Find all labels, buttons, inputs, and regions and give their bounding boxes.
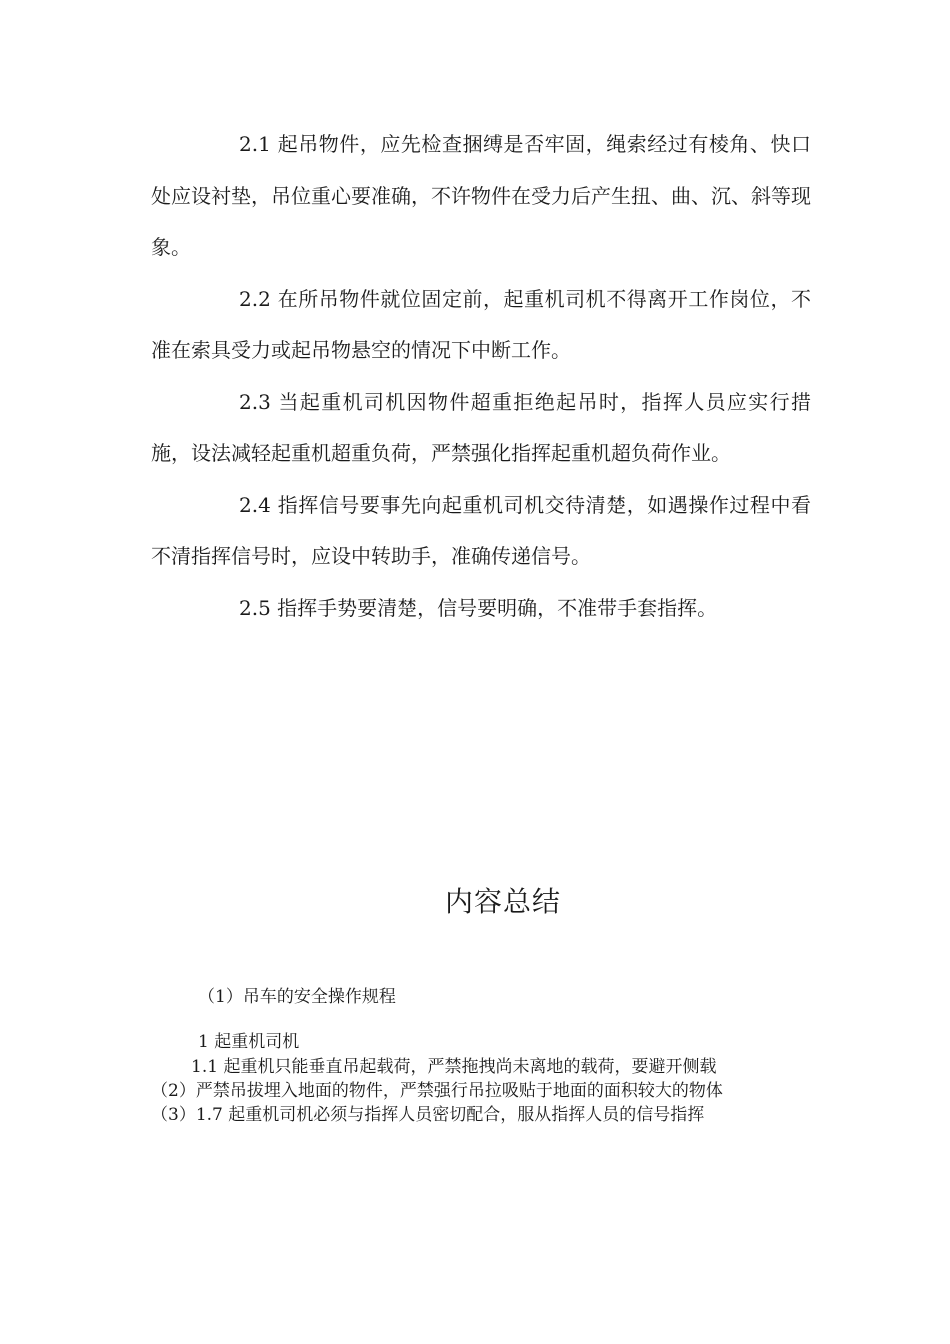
summary-line-1: 1.1 起重机只能垂直吊起载荷，严禁拖拽尚未离地的载荷，要避开侧载: [191, 1057, 717, 1077]
body-text: [151, 119, 811, 634]
summary-item-1: （1）吊车的安全操作规程: [198, 987, 396, 1007]
summary-title: 内容总结: [444, 885, 561, 918]
summary-body: [151, 1055, 811, 1127]
paragraph-2-1: 2.1 起吊物件，应先检查捆缚是否牢固，绳索经过有棱角、快口处应设衬垫，吊位重心要准确，不许物件在受力后产生扭、曲、沉、斜等现象。: [151, 132, 811, 259]
paragraph-2-4: 2.4 指挥信号要事先向起重机司机交待清楚，如遇操作过程中看不清指挥信号时，应设中转助手，准确传递信号。: [151, 492, 811, 568]
summary-line-2: （2）严禁吊拔埋入地面的物件，严禁强行吊拉吸贴于地面的面积较大的物体: [151, 1081, 723, 1101]
paragraph-2-5: 2.5 指挥手势要清楚，信号要明确，不准带手套指挥。: [239, 595, 718, 620]
summary-line-3: （3）1.7 起重机司机必须与指挥人员密切配合，服从指挥人员的信号指挥: [151, 1105, 705, 1125]
paragraph-2-2: 2.2 在所吊物件就位固定前，起重机司机不得离开工作岗位，不准在索具受力或起吊物悬空的情况下中断工作。: [151, 286, 811, 362]
paragraph-2-3: 2.3 当起重机司机因物件超重拒绝起吊时，指挥人员应实行措施，设法减轻起重机超重负荷，严禁强化指挥起重机超负荷作业。: [151, 389, 811, 465]
summary-heading: 1 起重机司机: [198, 1032, 300, 1052]
